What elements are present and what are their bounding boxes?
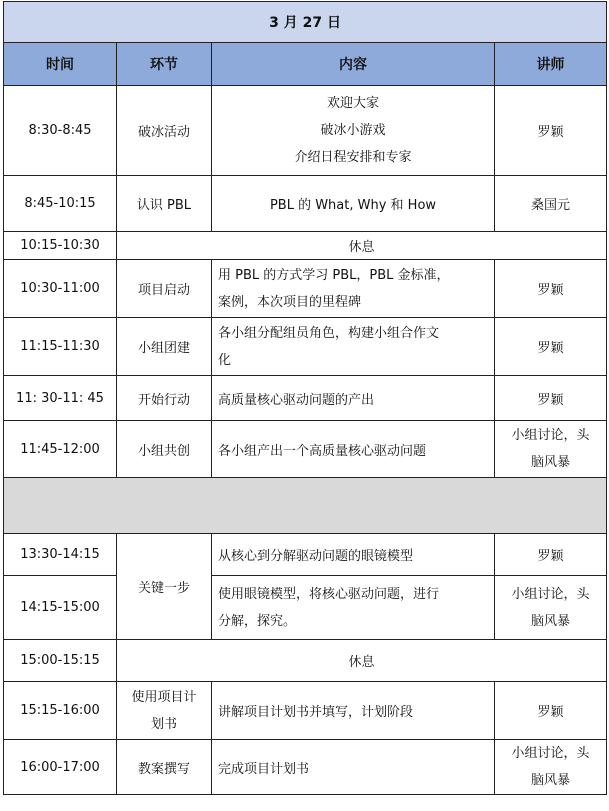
time-cell: 15:00-15:15 (4, 640, 117, 682)
table-row (4, 740, 607, 795)
table-row (4, 534, 607, 576)
title-row (4, 2, 607, 43)
time-cell: 10:30-11:00 (4, 260, 117, 318)
content-cell (212, 260, 495, 318)
header-time: 时间 (4, 43, 117, 86)
lecturer-line: 脑风暴 (531, 613, 571, 629)
content-cell: 高质量核心驱动问题的产出 (212, 376, 495, 421)
segment-cell: 破冰活动 (117, 86, 212, 176)
lecturer-line: 脑风暴 (531, 455, 571, 470)
lecturer-line: 脑风暴 (531, 773, 571, 788)
table-row (4, 232, 607, 260)
header-lecturer: 讲师 (495, 43, 607, 86)
time-cell: 8:30-8:45 (4, 86, 117, 176)
lecturer-cell: 罗颖 (495, 318, 607, 376)
lecturer-line: 小组讨论，头 (511, 746, 590, 761)
lunch-row (4, 478, 607, 534)
content-cell: 完成项目计划书 (212, 740, 495, 795)
lecturer-cell: 罗颖 (495, 260, 607, 318)
break-cell: 休息 (117, 640, 607, 682)
time-cell: 13:30-14:15 (4, 534, 117, 576)
table-row (4, 260, 607, 318)
content-line: 破冰小游戏 (320, 123, 386, 138)
content-line: 案例，本次项目的里程碑 (218, 294, 362, 310)
lecturer-line: 小组讨论，头 (511, 428, 590, 443)
lecturer-cell: 桑国元 (495, 176, 607, 232)
segment-cell (117, 682, 212, 740)
lecturer-cell: 罗颖 (495, 682, 607, 740)
segment-line: 划书 (150, 716, 177, 732)
table-row (4, 376, 607, 421)
lecturer-cell (495, 421, 607, 478)
segment-line: 使用项目计 (131, 689, 197, 705)
time-cell: 11:45-12:00 (4, 421, 117, 478)
segment-cell: 认识 PBL (117, 176, 212, 232)
segment-cell: 关键一步 (117, 534, 212, 640)
content-line: 用 PBL 的方式学习 PBL，PBL 金标准， (218, 267, 450, 283)
table-row (4, 86, 607, 176)
schedule-date-title: 3 月 27 日 (4, 2, 607, 43)
lecturer-cell (495, 740, 607, 795)
time-cell: 14:15-15:00 (4, 576, 117, 640)
content-line: 化 (218, 352, 232, 368)
segment-cell: 小组共创 (117, 421, 212, 478)
table-row (4, 421, 607, 478)
content-line: 使用眼镜模型，将核心驱动问题，进行 (218, 586, 440, 602)
header-row (4, 43, 607, 86)
content-cell: 各小组产出一个高质量核心驱动问题 (212, 421, 495, 478)
table-row (4, 682, 607, 740)
time-cell: 11:15-11:30 (4, 318, 117, 376)
lecturer-cell: 罗颖 (495, 86, 607, 176)
break-cell: 休息 (117, 232, 607, 260)
time-cell: 15:15-16:00 (4, 682, 117, 740)
schedule-table (3, 1, 607, 795)
content-cell: PBL 的 What, Why 和 How (212, 176, 495, 232)
segment-cell: 教案撰写 (117, 740, 212, 795)
content-line: 介绍日程安排和专家 (294, 150, 412, 165)
content-cell (212, 318, 495, 376)
content-cell (212, 576, 495, 640)
segment-cell: 小组团建 (117, 318, 212, 376)
time-cell: 8:45-10:15 (4, 176, 117, 232)
time-cell: 11: 30-11: 45 (4, 376, 117, 421)
content-line: 各小组分配组员角色，构建小组合作文 (218, 325, 440, 341)
header-content: 内容 (212, 43, 495, 86)
lecturer-cell (495, 576, 607, 640)
content-line: 分解，探究。 (218, 613, 297, 629)
time-cell: 10:15-10:30 (4, 232, 117, 260)
table-row (4, 576, 607, 640)
lecturer-cell: 罗颖 (495, 534, 607, 576)
content-line: 欢迎大家 (326, 96, 379, 111)
table-row (4, 176, 607, 232)
lecturer-cell: 罗颖 (495, 376, 607, 421)
header-segment: 环节 (117, 43, 212, 86)
content-cell: 讲解项目计划书并填写，计划阶段 (212, 682, 495, 740)
segment-cell: 项目启动 (117, 260, 212, 318)
lunch-cell (4, 478, 607, 534)
segment-cell: 开始行动 (117, 376, 212, 421)
table-row (4, 640, 607, 682)
time-cell: 16:00-17:00 (4, 740, 117, 795)
content-cell: 从核心到分解驱动问题的眼镜模型 (212, 534, 495, 576)
lecturer-line: 小组讨论，头 (511, 586, 590, 602)
table-row (4, 318, 607, 376)
content-cell (212, 86, 495, 176)
